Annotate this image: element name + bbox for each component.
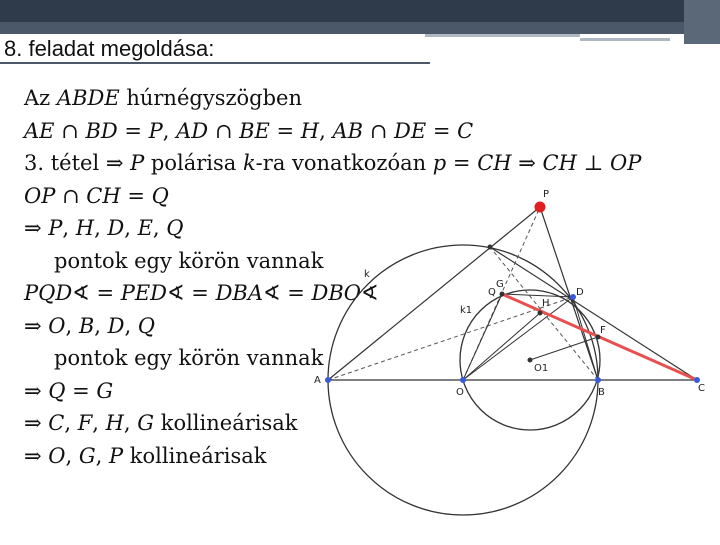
slide-header-bar (0, 0, 720, 40)
title-underline (0, 62, 430, 64)
proof-line: pontok egy körön vannak (54, 248, 324, 273)
label-O1: O1 (534, 363, 549, 374)
line-EC (490, 247, 697, 380)
line-OH (463, 313, 540, 380)
proof-line: Az 𝐴𝐵𝐷𝐸 húrnégyszögben (24, 86, 303, 110)
proof-line: ⇒ 𝑂, 𝐺, 𝑃 kollineárisak (24, 443, 267, 468)
label-P: P (543, 189, 550, 200)
proof-line: ⇒ 𝐶, 𝐹, 𝐻, 𝐺 kollineárisak (24, 411, 298, 435)
point-G (500, 292, 505, 297)
label-k1: k1 (460, 305, 473, 316)
header-accent-line-2 (580, 38, 670, 41)
header-dark-band (0, 0, 720, 22)
point-O1 (528, 358, 533, 363)
label-A: A (314, 375, 321, 386)
proof-line: pontok egy körön vannak (54, 346, 324, 370)
proof-line: 𝑃𝑄𝐷∢ = 𝑃𝐸𝐷∢ = 𝐷𝐵𝐴∢ = 𝐷𝐵𝑂∢ (24, 281, 379, 305)
slide-title: 8. feladat megoldása: (4, 36, 215, 61)
label-C: C (698, 383, 705, 394)
header-accent-line (425, 34, 580, 37)
label-G: G (496, 279, 504, 290)
label-O: O (456, 387, 464, 398)
proof-line: 3. tétel ⇒ 𝑃 polárisa 𝑘-ra vonatkozóan 𝑝 = 𝐶𝐻 ⇒ 𝐶𝐻 ⊥ 𝑂𝑃 (24, 151, 642, 175)
label-Q: Q (488, 287, 496, 298)
line-OD (463, 297, 573, 380)
proof-line: ⇒ 𝑂, 𝐵, 𝐷, 𝑄 (24, 313, 156, 338)
proof-line: ⇒ 𝑄 = 𝐺 (24, 378, 114, 403)
label-F: F (600, 325, 606, 336)
point-E (488, 245, 493, 250)
point-O (460, 377, 466, 383)
point-P (535, 202, 546, 213)
proof-line: ⇒ 𝑃, 𝐻, 𝐷, 𝐸, 𝑄 (24, 216, 184, 240)
label-D: D (576, 287, 584, 298)
point-A (325, 377, 331, 383)
header-corner-block (684, 0, 720, 44)
geometry-figure (300, 185, 720, 540)
proof-line: 𝑂𝑃 ∩ 𝐶𝐻 = 𝑄 (24, 183, 169, 208)
label-k: k (364, 269, 370, 280)
proof-line: 𝐴𝐸 ∩ 𝐵𝐷 = 𝑃, 𝐴𝐷 ∩ 𝐵𝐸 = 𝐻, 𝐴𝐵 ∩ 𝐷𝐸 = 𝐶 (24, 118, 474, 143)
point-H (538, 311, 543, 316)
line-GD (502, 294, 573, 297)
label-B: B (598, 387, 605, 398)
point-B (595, 377, 601, 383)
label-H: H (542, 298, 550, 309)
header-mid-band (0, 22, 720, 34)
geometry-svg (300, 185, 720, 540)
